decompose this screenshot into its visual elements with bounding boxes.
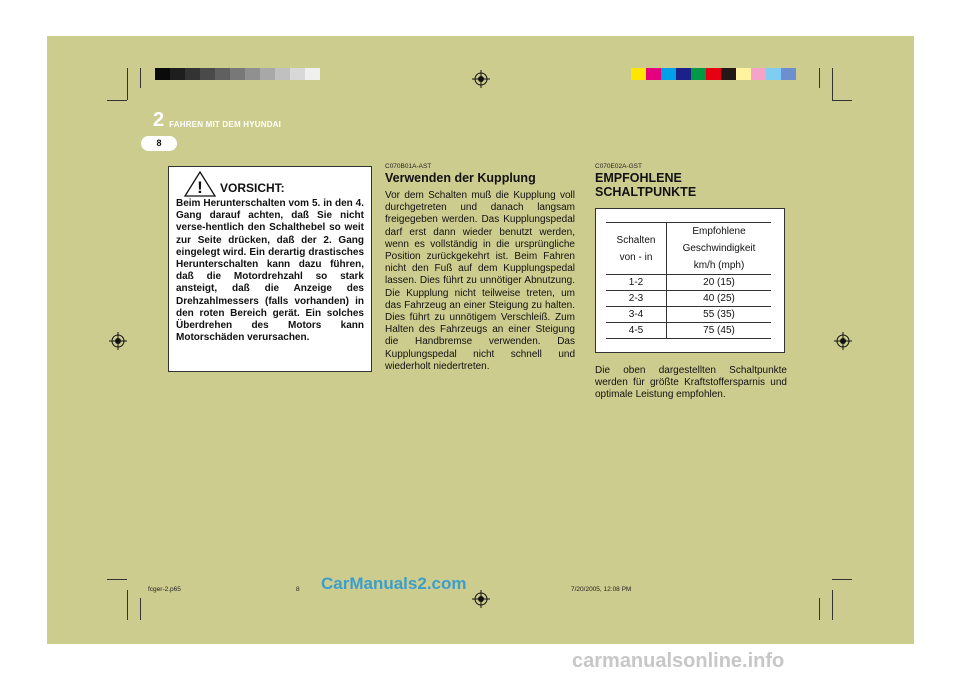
crop-mark bbox=[832, 68, 833, 100]
color-swatch bbox=[646, 68, 661, 80]
title-line: EMPFOHLENE bbox=[595, 171, 682, 185]
gear-cell: 4-5 bbox=[606, 323, 667, 339]
footer-page: 8 bbox=[296, 586, 300, 593]
table-row bbox=[606, 291, 771, 307]
section-text: Die oben dargestellten Schaltpunkte werden für größte Kraftstoffersparnis und optimale Leistung empfohlen. bbox=[595, 365, 787, 401]
color-swatch bbox=[736, 68, 751, 80]
color-swatch bbox=[230, 68, 245, 80]
color-swatch bbox=[170, 68, 185, 80]
color-swatch bbox=[245, 68, 260, 80]
title-line: SCHALTPUNKTE bbox=[595, 185, 697, 199]
warning-box bbox=[168, 166, 372, 372]
footer-timestamp: 7/20/2005, 12:08 PM bbox=[571, 586, 632, 593]
grayscale-bar bbox=[155, 68, 320, 80]
color-swatch bbox=[766, 68, 781, 80]
color-swatch bbox=[215, 68, 230, 80]
footer-file: fcger-2.p65 bbox=[148, 586, 181, 593]
header-cell-speed bbox=[667, 223, 772, 275]
table-row bbox=[606, 323, 771, 339]
speed-cell: 40 (25) bbox=[667, 291, 772, 307]
registration-mark-icon bbox=[834, 332, 852, 350]
speed-cell: 55 (35) bbox=[667, 307, 772, 323]
registration-mark-icon bbox=[472, 70, 490, 88]
header-cell-gear bbox=[606, 223, 667, 275]
crop-mark bbox=[127, 68, 128, 100]
color-swatch bbox=[305, 68, 320, 80]
crop-mark bbox=[819, 68, 820, 88]
crop-mark bbox=[127, 590, 128, 620]
header-line: Geschwindigkeit bbox=[682, 243, 756, 254]
color-swatch bbox=[275, 68, 290, 80]
chapter-header bbox=[153, 111, 281, 129]
color-swatch bbox=[155, 68, 170, 80]
color-swatch bbox=[676, 68, 691, 80]
watermark-bottom: carmanualsonline.info bbox=[572, 650, 785, 672]
warning-triangle-icon bbox=[184, 171, 216, 197]
crop-mark bbox=[140, 68, 141, 88]
page-number-tab: 8 bbox=[141, 136, 177, 151]
header-line: Schalten bbox=[616, 234, 656, 246]
registration-mark-icon bbox=[109, 332, 127, 350]
speed-cell: 20 (15) bbox=[667, 275, 772, 291]
gear-cell: 3-4 bbox=[606, 307, 667, 323]
warning-text: Beim Herunterschalten vom 5. in den 4. Gang darauf achten, daß Sie nicht verse-hentlich den Schalthebel so weit zur Seite drücken, daß der 2. Gang eingelegt wird. Ein derartig drastisches Herunterschalten kann dazu führen, daß die Motordrehzahl so stark ansteigt, daß die Anzeige des Drehzahlmessers (falls vorhanden) in den roten Bereich gerät. Ein solches Überdrehen des Motors kann Motorschäden verursachen. bbox=[176, 198, 364, 344]
clutch-section bbox=[385, 163, 575, 373]
color-swatch bbox=[200, 68, 215, 80]
section-code: C070B01A-AST bbox=[385, 163, 432, 170]
section-code: C070E02A-GST bbox=[595, 163, 642, 170]
color-swatch bbox=[781, 68, 796, 80]
color-bar bbox=[631, 68, 796, 80]
chapter-number: 2 bbox=[153, 109, 165, 131]
color-swatch bbox=[751, 68, 766, 80]
shift-table bbox=[606, 222, 771, 339]
crop-mark bbox=[832, 100, 852, 101]
shift-table-box bbox=[595, 208, 785, 353]
warning-title: VORSICHT: bbox=[220, 181, 285, 195]
color-swatch bbox=[706, 68, 721, 80]
section-text: Vor dem Schalten muß die Kupplung voll durchgetreten und danach langsam freigegeben werden. Das Kupplungspedal darf erst dann wieder benutzt werden, wenn es vollständig in die ursprüngliche Position zurückgekehrt ist. Beim Fahren nicht den Fuß auf dem Kupplungspedal lassen. Dies führt zu unnötiger Abnutzung. Die Kupplung nicht teilweise treten, um das Fahrzeug an einer Steigung zu halten. Dies führt zu unnötigem Verschleiß. Zum Halten des Fahrzeugs an einer Steigung die Handbremse verwenden. Das Kupplungspedal nicht schnell und wiederholt niedertreten. bbox=[385, 190, 575, 372]
speed-cell: 75 (45) bbox=[667, 323, 772, 339]
section-title: Verwenden der Kupplung bbox=[385, 171, 536, 185]
header-line: km/h (mph) bbox=[693, 260, 745, 271]
svg-text:!: ! bbox=[197, 178, 203, 197]
color-swatch bbox=[185, 68, 200, 80]
color-swatch bbox=[661, 68, 676, 80]
table-row bbox=[606, 307, 771, 323]
crop-mark bbox=[832, 590, 833, 620]
header-line: von - in bbox=[619, 251, 653, 263]
color-swatch bbox=[631, 68, 646, 80]
chapter-title: FAHREN MIT DEM HYUNDAI bbox=[169, 120, 282, 129]
gear-cell: 1-2 bbox=[606, 275, 667, 291]
crop-mark bbox=[819, 598, 820, 620]
color-swatch bbox=[260, 68, 275, 80]
section-title bbox=[595, 171, 787, 199]
table-row bbox=[606, 275, 771, 291]
color-swatch bbox=[691, 68, 706, 80]
color-swatch bbox=[721, 68, 736, 80]
crop-mark bbox=[140, 598, 141, 620]
gear-cell: 2-3 bbox=[606, 291, 667, 307]
color-swatch bbox=[290, 68, 305, 80]
registration-mark-icon bbox=[472, 590, 490, 608]
crop-mark bbox=[107, 100, 127, 101]
watermark-top: CarManuals2.com bbox=[321, 574, 467, 593]
shift-points-section bbox=[595, 163, 787, 402]
crop-mark bbox=[832, 579, 852, 580]
header-line: Empfohlene bbox=[692, 226, 746, 237]
table-header-row bbox=[606, 223, 771, 275]
crop-mark bbox=[107, 579, 127, 580]
